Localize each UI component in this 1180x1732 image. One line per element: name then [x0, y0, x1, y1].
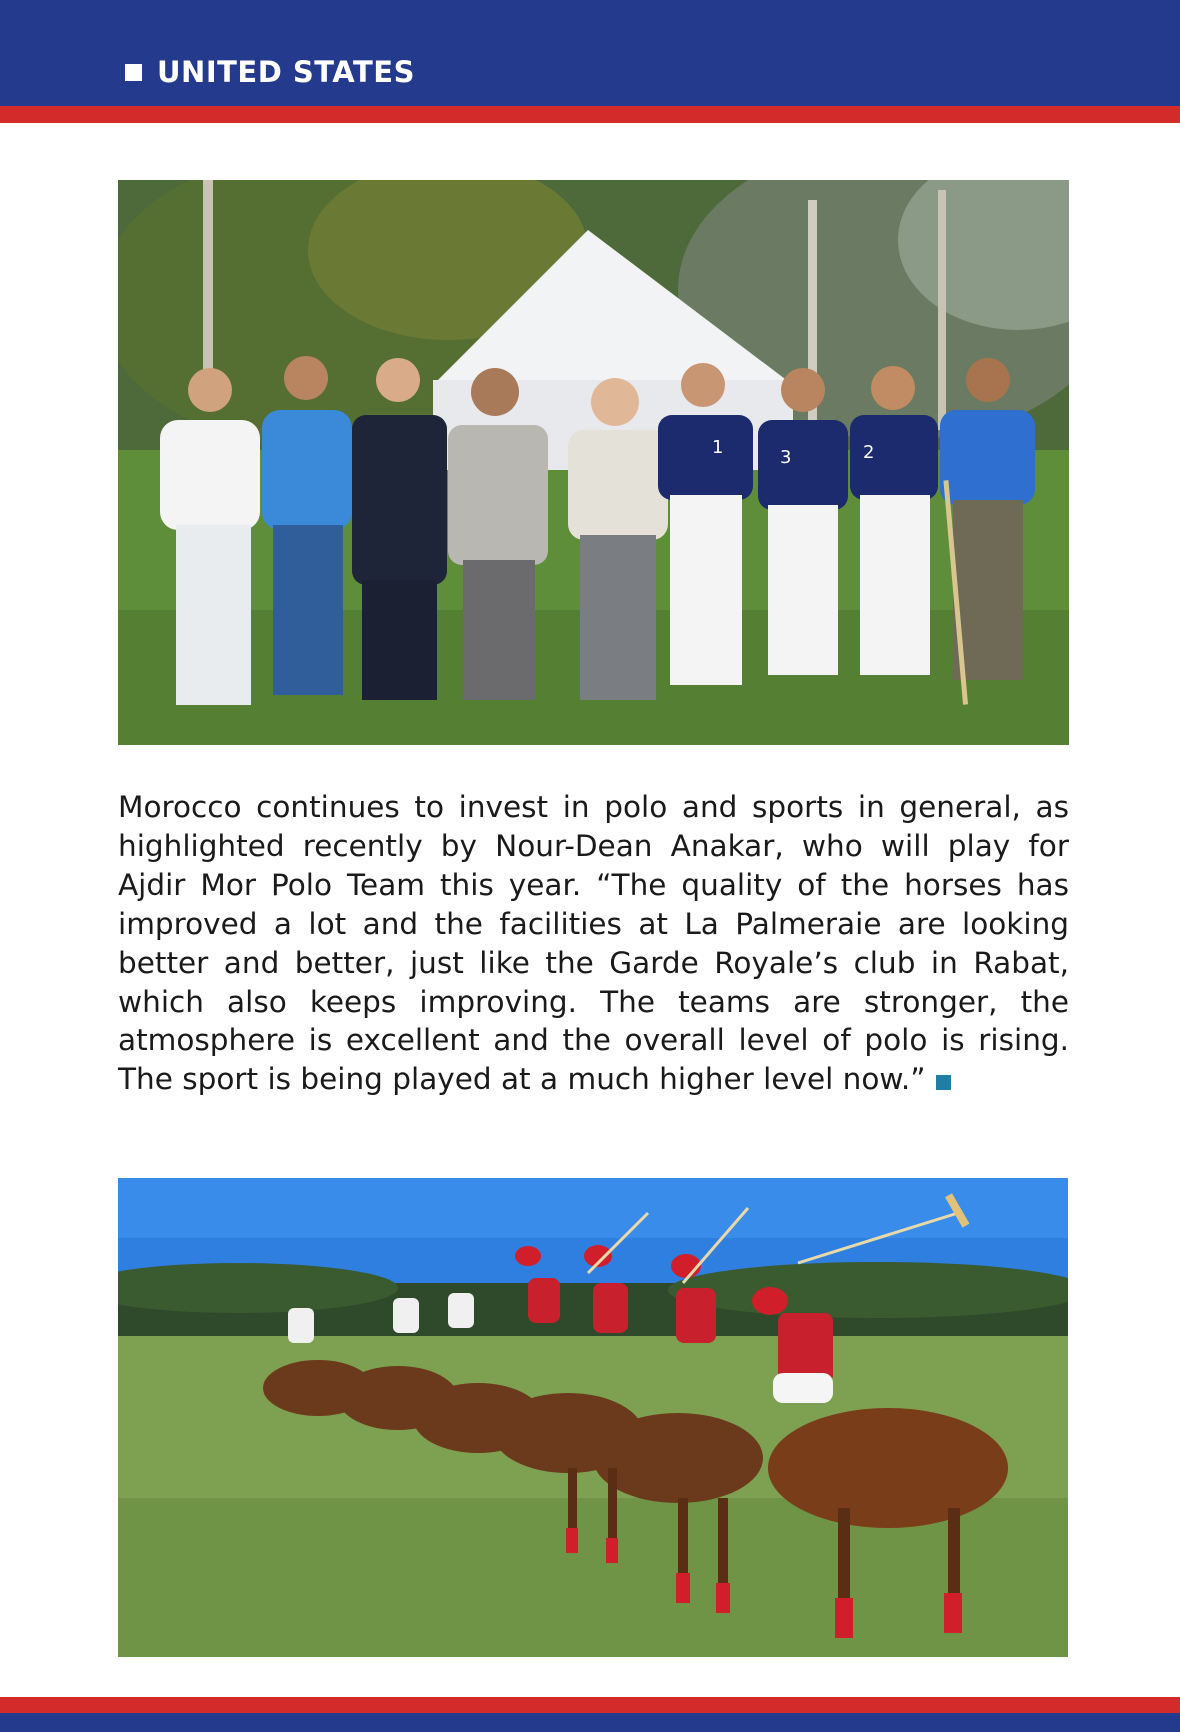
- article-paragraph-text: Morocco continues to invest in polo and sports in general, as highlighted recently by Nour-Dean Anakar, who will play for Ajdir Mor Polo Team this year. “The quality of the horses has improved a lot and the facilities at La Palmeraie are looking better and better, just like the Garde Royale’s club in Rabat, which also keeps improving. The teams are stronger, the atmosphere is excellent and the overall level of polo is rising. The sport is being played at a much higher level now.”: [118, 790, 1069, 1097]
- article-end-square-icon: [936, 1075, 951, 1090]
- shirt-number: 2: [863, 442, 875, 463]
- footer-red-stripe: [0, 1697, 1180, 1713]
- footer-band: [0, 1713, 1180, 1732]
- shirt-number: 1: [712, 437, 724, 458]
- section-marker-square-icon: [125, 64, 142, 81]
- group-photo: [118, 180, 1069, 745]
- header-red-stripe: [0, 106, 1180, 123]
- section-title: UNITED STATES: [157, 55, 415, 89]
- shirt-number: 3: [780, 447, 792, 468]
- polo-horses-photo: [118, 1178, 1068, 1657]
- article-paragraph: [118, 788, 1069, 1099]
